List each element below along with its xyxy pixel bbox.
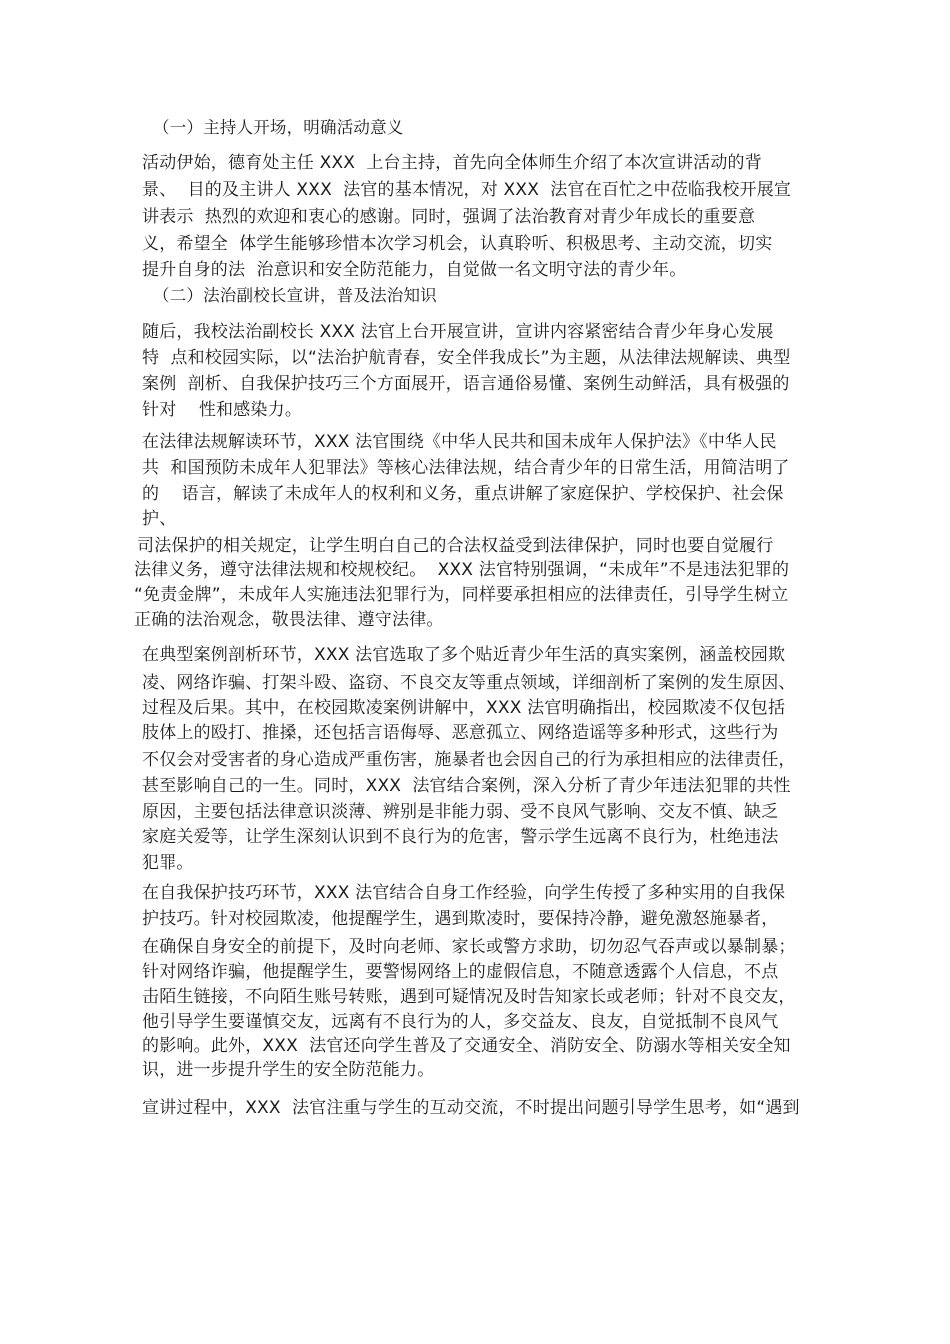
paragraph-line: 识，进一步提升学生的安全防范能力。 [142,1060,435,1080]
paragraph-line: 击陌生链接，不向陌生账号转账，遇到可疑情况及时告知家长或老师；针对不良交友， [142,987,796,1007]
paragraph-line: 正确的法治观念，敬畏法律、遵守法律。 [134,610,444,630]
section-1-line: 景、 目的及主讲人 XXX 法官的基本情况，对 XXX 法官在百忙之中莅临我校开展宣 [142,180,792,200]
paragraph-line: 的影响。此外，XXX 法官还向学生普及了交通安全、消防安全、防溺水等相关安全知 [142,1036,791,1056]
paragraph-line: 不仅会对受害者的身心造成严重伤害，施暴者也会因自己的行为承担相应的法律责任， [142,750,796,770]
paragraph-line: 法律义务，遵守法律法规和校规校纪。 XXX 法官特别强调，“未成年”不是违法犯罪的 [134,560,790,580]
paragraph-line: 司法保护的相关规定，让学生明白自己的合法权益受到法律保护，同时也要自觉履行 [137,536,774,556]
paragraph-line: 在法律法规解读环节，XXX 法官围绕《中华人民共和国未成年人保护法》《中华人民 [142,432,777,452]
paragraph-line: 护技巧。针对校园欺凌，他提醒学生，遇到欺凌时，要保持冷静，避免激怒施暴者， [142,909,779,929]
paragraph-line: 宣讲过程中，XXX 法官注重与学生的互动交流，不时提出问题引导学生思考，如“遇到 [142,1098,800,1118]
paragraph-line: 他引导学生要谨慎交友，远离有不良行为的人，多交益友、良友，自觉抵制不良风气 [142,1012,779,1032]
paragraph-line: 在确保自身安全的前提下，及时向老师、家长或警方求助，切勿忍气吞声或以暴制暴； [142,937,796,957]
paragraph-line: 肢体上的殴打、推搡，还包括言语侮辱、恶意孤立、网络造谣等多种形式，这些行为 [142,723,779,743]
paragraph-line: 原因，主要包括法律意识淡薄、辨别是非能力弱、受不良风气影响、交友不慎、缺乏 [142,802,779,822]
paragraph-line: 在自我保护技巧环节，XXX 法官结合自身工作经验，向学生传授了多种实用的自我保 [142,883,786,903]
section-1-line: 提升自身的法 治意识和安全防范能力，自觉做一名文明守法的青少年。 [142,260,687,280]
paragraph-line: 在典型案例剖析环节，XXX 法官选取了多个贴近青少年生活的真实案例，涵盖校园欺 [142,645,786,665]
paragraph-line: 针对 性和感染力。 [142,400,303,420]
paragraph-line: “免责金牌”，未成年人实施违法犯罪行为，同样要承担相应的法律责任，引导学生树立 [134,585,789,605]
section-2-heading: （二）法治副校长宣讲，普及法治知识 [153,286,437,305]
section-1-line: 活动伊始，德育处主任 XXX 上台主持，首先向全体师生介绍了本次宣讲活动的背 [142,153,762,173]
paragraph-line: 案例 剖析、自我保护技巧三个方面展开，语言通俗易懂、案例生动鲜活，具有极强的 [142,374,790,394]
paragraph-line: 共 和国预防未成年人犯罪法》等核心法律法规，结合青少年的日常生活，用简洁明了 [142,458,790,478]
section-1-line: 义，希望全 体学生能够珍惜本次学习机会，认真聆听、积极思考、主动交流，切实 [142,234,773,254]
paragraph-line: 家庭关爱等，让学生深刻认识到不良行为的危害，警示学生远离不良行为，杜绝违法 [142,827,779,847]
paragraph-line: 随后，我校法治副校长 XXX 法官上台开展宣讲，宣讲内容紧密结合青少年身心发展 [142,322,774,342]
paragraph-line: 凌、网络诈骗、打架斗殴、盗窃、不良交友等重点领域，详细剖析了案例的发生原因、 [142,673,796,693]
paragraph-line: 甚至影响自己的一生。同时，XXX 法官结合案例，深入分析了青少年违法犯罪的共性 [142,776,791,796]
paragraph-line: 特 点和校园实际，以“法治护航青春，安全伴我成长”为主题，从法律法规解读、典型 [142,348,791,368]
paragraph-line: 针对网络诈骗，他提醒学生，要警惕网络上的虚假信息，不随意透露个人信息，不点 [142,962,779,982]
paragraph-line: 护、 [142,509,177,529]
paragraph-line: 犯罪。 [142,853,194,873]
paragraph-line: 过程及后果。其中，在校园欺凌案例讲解中，XXX 法官明确指出，校园欺凌不仅包括 [142,698,786,718]
paragraph-line: 的 语言，解读了未成年人的权利和义务，重点讲解了家庭保护、学校保护、社会保 [142,484,784,504]
section-1-line: 讲表示 热烈的欢迎和衷心的感谢。同时，强调了法治教育对青少年成长的重要意 [142,207,756,227]
section-1-heading: （一）主持人开场，明确活动意义 [153,118,404,137]
